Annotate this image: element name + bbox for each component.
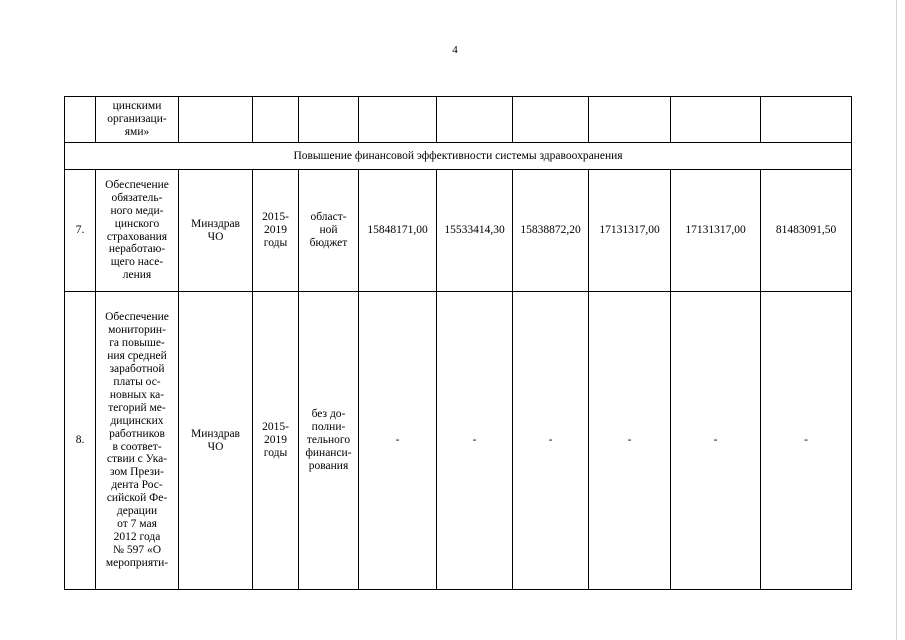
cell-value: -	[589, 292, 671, 590]
text-line: мероприяти-	[105, 557, 169, 570]
text-line: зом Прези-	[110, 466, 164, 479]
text-line: работников	[109, 427, 165, 440]
text-line: в соответ-	[112, 440, 162, 453]
text-line: ного меди-	[110, 204, 164, 217]
section-heading: Повышение финансовой эффективности системы здравоохранения	[65, 143, 852, 170]
text-line: без до-	[311, 408, 346, 421]
cell-value	[359, 97, 437, 143]
cell-value: 15848171,00	[359, 170, 437, 292]
text-line: мониторин-	[108, 323, 166, 336]
text-line: страхования	[106, 230, 168, 243]
text-line: новных ка-	[109, 388, 165, 401]
cell-value: 81483091,50	[761, 170, 852, 292]
cell-value	[513, 97, 589, 143]
text-line: дента Рос-	[111, 479, 163, 492]
cell-name	[96, 97, 179, 143]
text-line: дицинских	[110, 414, 164, 427]
text-line: от 7 мая	[117, 518, 157, 531]
text-line: ния средней	[107, 349, 167, 362]
text-line: тельного	[306, 434, 351, 446]
cell-value	[437, 97, 513, 143]
text-line: област-	[310, 211, 347, 224]
text-line: щего насе-	[110, 256, 164, 269]
text-line: Обеспечение	[105, 178, 169, 191]
table-row-continuation	[65, 97, 852, 143]
text-line: ями»	[124, 125, 150, 138]
text-line: цинскими	[112, 100, 162, 113]
text-line: обязатель-	[111, 191, 163, 204]
cell-period	[253, 97, 299, 143]
text-line: годы	[263, 446, 288, 459]
text-line: неработаю-	[108, 243, 166, 256]
cell-value: -	[437, 292, 513, 590]
cell-source	[299, 292, 359, 590]
table-row-8	[65, 292, 852, 590]
text-line: Обеспечение	[105, 310, 169, 323]
text-line: ной	[319, 224, 338, 236]
text-line: полни-	[311, 421, 346, 434]
cell-value	[589, 97, 671, 143]
program-table	[64, 96, 852, 590]
text-line: 2015-	[262, 211, 289, 224]
text-line: ствии с Ука-	[106, 453, 168, 466]
text-line: бюджет	[309, 236, 348, 249]
text-line: платы ос-	[113, 375, 161, 388]
text-line: ЧО	[207, 230, 224, 243]
cell-value: -	[513, 292, 589, 590]
text-line: 2019	[264, 224, 287, 236]
cell-source	[299, 170, 359, 292]
text-line: ЧО	[207, 440, 224, 453]
scan-edge-line	[896, 0, 897, 640]
cell-executor	[179, 292, 253, 590]
text-line: финанси-	[305, 446, 352, 459]
text-line: заработной	[109, 362, 165, 375]
cell-value: 17131317,00	[671, 170, 761, 292]
table-row-section	[65, 143, 852, 170]
text-line: организаци-	[107, 113, 167, 125]
text-line: тегорий ме-	[108, 401, 166, 414]
page-number: 4	[452, 44, 458, 56]
cell-num: 7.	[65, 170, 96, 292]
text-line: цинского	[114, 217, 160, 230]
text-line: сийской Фе-	[106, 492, 168, 505]
cell-name	[96, 170, 179, 292]
cell-value: -	[761, 292, 852, 590]
text-line: рования	[308, 459, 349, 472]
text-line: 2019	[264, 434, 287, 446]
cell-value: 15533414,30	[437, 170, 513, 292]
text-line: Минздрав	[190, 427, 240, 440]
cell-period	[253, 292, 299, 590]
text-line: дерации	[116, 505, 158, 518]
cell-executor	[179, 170, 253, 292]
cell-value: -	[671, 292, 761, 590]
cell-num: 8.	[65, 292, 96, 590]
cell-executor	[179, 97, 253, 143]
cell-value: -	[359, 292, 437, 590]
cell-period	[253, 170, 299, 292]
cell-source	[299, 97, 359, 143]
text-line: ления	[122, 269, 152, 282]
text-line: № 597 «О	[112, 544, 162, 557]
cell-name	[96, 292, 179, 590]
cell-num	[65, 97, 96, 143]
text-line: га повыше-	[109, 336, 165, 349]
cell-value: 15838872,20	[513, 170, 589, 292]
text-line: 2015-	[262, 421, 289, 434]
text-line: Минздрав	[190, 217, 240, 230]
cell-value	[671, 97, 761, 143]
cell-value: 17131317,00	[589, 170, 671, 292]
text-line: 2012 года	[113, 531, 161, 544]
table-row-7	[65, 170, 852, 292]
text-line: годы	[263, 236, 288, 249]
cell-value	[761, 97, 852, 143]
